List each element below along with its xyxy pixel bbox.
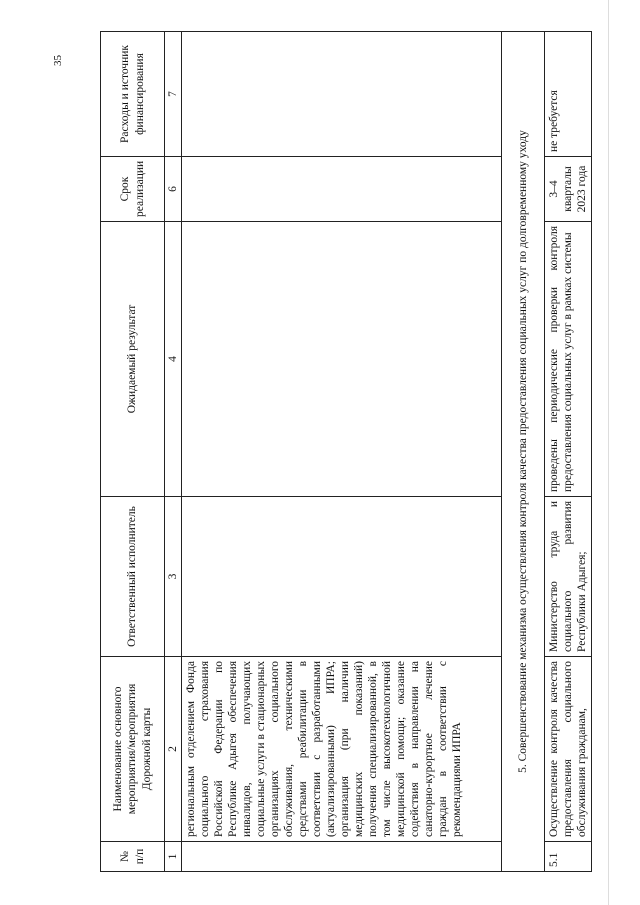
row-5-1-activity: Осуществление контроля качества предоставления социального обслуживания гражданам, [545,657,592,842]
row-5-1-result: проведены периодические проверки контроля предоставления социальных услуг в рамках системы [545,222,592,497]
column-numbers-row [165,32,182,872]
header-number: № п/п [101,842,165,872]
header-executor: Ответственный исполнитель [101,497,165,657]
page-number: 35 [52,55,64,66]
row-5-1-cost: не требуется [545,32,592,157]
header-activity-name: Наименование основного мероприятия/мероприятия Дорожной карты [101,657,165,842]
header-expected-result: Ожидаемый результат [101,222,165,497]
row-5-1 [545,32,592,872]
roadmap-table [100,31,592,872]
continuation-num-cell [182,842,502,872]
section-5-title: 5. Совершенствование механизма осуществления контроля качества предоставления социальных услуг по долговременному уходу [502,32,545,872]
col-num-2: 2 [165,657,182,842]
continuation-cost-cell [182,32,502,157]
row-5-1-executor: Министерство труда и социального развития Республики Адыгея; [545,497,592,657]
col-num-4: 4 [165,222,182,497]
continuation-term-cell [182,157,502,222]
scan-edge-line [608,0,609,905]
col-num-7: 7 [165,32,182,157]
section-5-row [502,32,545,872]
col-num-3: 3 [165,497,182,657]
col-num-1: 1 [165,842,182,872]
continuation-activity-text: региональным отделением Фонда социального страхования Российской Федерации по Республике Адыгея обеспечения инвалидов, получающих социальные услуги в стационарных организациях социального обслуживания, техническими средствами реабилитации в соответствии с разработанными (актуализированными) ИПРА; организация (при наличии медицинских показаний) получения специализированной, в том числе высокотехнологичной медицинской помощи; оказание содействия в направлении на санаторно-курортное лечение граждан в соответствии с рекомендациями ИПРА [182,657,502,842]
row-5-1-term: 3–4 кварталы 2023 года [545,157,592,222]
continuation-row [182,32,502,872]
header-term: Срок реализации [101,157,165,222]
row-5-1-number: 5.1 [545,842,592,872]
header-row [101,32,165,872]
col-num-6: 6 [165,157,182,222]
rotated-table-wrapper [100,32,604,872]
continuation-result-cell [182,222,502,497]
continuation-executor-cell [182,497,502,657]
header-cost: Расходы и источник финансирования [101,32,165,157]
